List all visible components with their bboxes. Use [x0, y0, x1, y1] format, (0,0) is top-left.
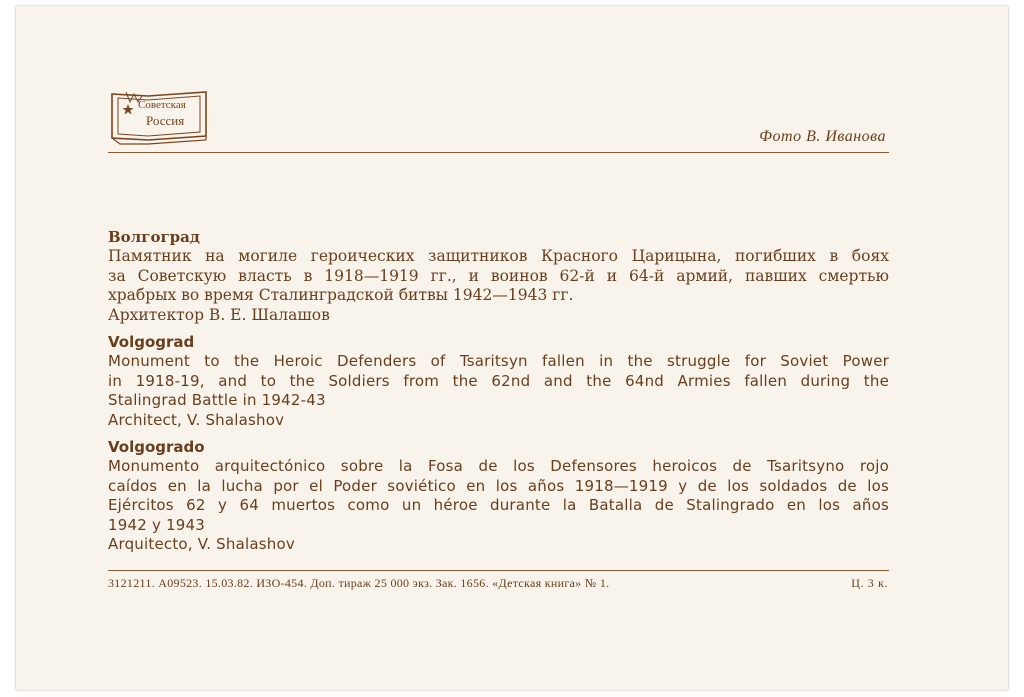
text-line: 1942 y 1943: [108, 515, 205, 534]
text-line: Monument to the Heroic Defenders of Tsaritsyn fallen in the struggle for Soviet Power: [108, 352, 889, 370]
architect-line: Архитектор В. Е. Шалашов: [108, 305, 330, 324]
logo-text-line2: Россия: [146, 113, 185, 128]
price-label: Ц. 3 к.: [851, 576, 888, 590]
text-line: за Советскую власть в 1918—1919 гг., и воинов 62-й и 64-й армий, павших смертью: [108, 266, 889, 285]
text-line: in 1918-19, and to the Soldiers from the 62nd and the 64nd Armies fallen during the: [108, 371, 889, 390]
section-english: [108, 333, 889, 430]
text-line: Stalingrad Battle in 1942-43: [108, 391, 326, 409]
imprint-line: 3121211. А09523. 15.03.82. ИЗО-454. Доп. тираж 25 000 экз. Зак. 1656. «Детская книга» № 1.: [108, 576, 610, 590]
postcard-back: [16, 6, 1008, 690]
photo-credit: Фото В. Иванова: [759, 128, 886, 145]
bottom-divider: [108, 570, 889, 571]
section-title: Volgogrado: [108, 438, 205, 456]
logo-text-line1: Советская: [138, 99, 186, 111]
text-line: caídos en la lucha por el Poder soviético en los años 1918—1919 y de los soldados de los: [108, 476, 889, 495]
architect-line: Arquitecto, V. Shalashov: [108, 535, 295, 553]
top-divider: [108, 152, 889, 153]
caption-block: [108, 228, 889, 555]
text-line: Памятник на могиле героических защитников Красного Царицына, погибших в боях: [108, 247, 889, 265]
section-spanish: [108, 438, 889, 555]
section-title: Volgograd: [108, 333, 195, 351]
publisher-logo: [108, 88, 212, 146]
section-russian: [108, 228, 889, 325]
text-line: храбрых во время Сталинградской битвы 1942—1943 гг.: [108, 286, 574, 304]
section-title: Волгоград: [108, 228, 200, 246]
text-line: Ejércitos 62 y 64 muertos como un héroe durante la Batalla de Stalingrado en los años: [108, 496, 889, 514]
architect-line: Architect, V. Shalashov: [108, 410, 285, 429]
text-line: Monumento arquitectónico sobre la Fosa de los Defensores heroicos de Tsaritsyno rojo: [108, 457, 889, 475]
